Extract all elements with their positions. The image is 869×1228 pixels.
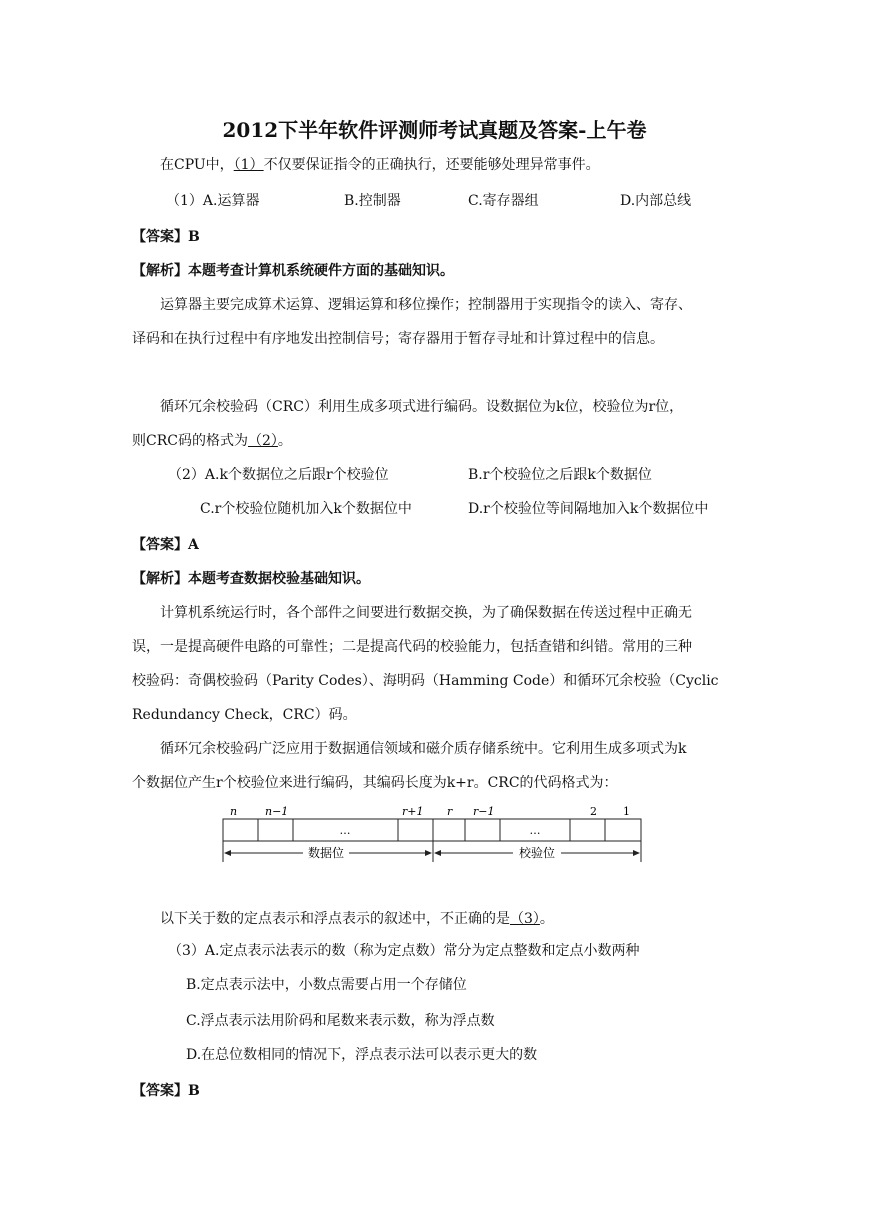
q2-stem-post: 。 [277, 433, 292, 449]
q2-analysis-line-4: Redundancy Check，CRC）码。 [132, 707, 357, 723]
q2-analysis-line-3: 校验码：奇偶校验码（Parity Codes）、海明码（Hamming Code）和循环冗余校验（Cyclic [132, 673, 719, 689]
bit-label-r-plus-1: r+1 [402, 805, 424, 818]
q1-analysis-head: 【解析】本题考查计算机系统硬件方面的基础知识。 [132, 263, 454, 279]
q3-stem-post: 。 [539, 911, 554, 927]
bit-label-r: r [447, 805, 453, 818]
q3-blank: （3） [510, 911, 540, 927]
bit-label-n: n [230, 805, 238, 818]
check-bits-label: 校验位 [518, 846, 556, 860]
q3-option-d: D.在总位数相同的情况下，浮点表示法可以表示更大的数 [186, 1047, 538, 1063]
q1-option-b: B.控制器 [344, 193, 401, 209]
data-bits-label: 数据位 [307, 846, 345, 860]
q2-answer: 【答案】A [132, 537, 199, 553]
q3-option-c: C.浮点表示法用阶码和尾数来表示数，称为浮点数 [186, 1013, 495, 1029]
q3-option-b: B.定点表示法中，小数点需要占用一个存储位 [186, 977, 467, 993]
q2-analysis-line-1: 计算机系统运行时，各个部件之间要进行数据交换，为了确保数据在传送过程中正确无 [160, 605, 692, 621]
q3-option-a: （3）A.定点表示法表示的数（称为定点数）常分为定点整数和定点小数两种 [168, 943, 640, 959]
data-ellipsis: … [339, 824, 351, 837]
crc-format-diagram [215, 800, 647, 866]
q2-option-c: C.r个校验位随机加入k个数据位中 [200, 501, 412, 517]
q1-blank: （1） [233, 157, 264, 173]
q3-stem [160, 909, 554, 929]
q1-option-c: C.寄存器组 [468, 193, 539, 209]
q2-stem-line-2 [132, 431, 292, 451]
q1-analysis-line-1: 运算器主要完成算术运算、逻辑运算和移位操作；控制器用于实现指令的读入、寄存、 [160, 297, 692, 313]
q2-analysis-head: 【解析】本题考查数据校验基础知识。 [132, 571, 370, 587]
q1-answer: 【答案】B [132, 229, 200, 245]
q2-option-d: D.r个校验位等间隔地加入k个数据位中 [468, 501, 709, 517]
q2-analysis-line-6: 个数据位产生r个校验位来进行编码，其编码长度为k+r。CRC的代码格式为： [132, 775, 618, 791]
q3-stem-pre: 以下关于数的定点表示和浮点表示的叙述中，不正确的是 [160, 911, 510, 927]
range-arrows [223, 841, 641, 862]
q1-option-a: （1）A.运算器 [166, 193, 260, 209]
q3-answer: 【答案】B [132, 1083, 200, 1099]
bit-cells [223, 819, 641, 841]
q2-analysis-line-5: 循环冗余校验码广泛应用于数据通信领域和磁介质存储系统中。它利用生成多项式为k [160, 741, 687, 757]
q2-option-b: B.r个校验位之后跟k个数据位 [468, 467, 652, 483]
check-ellipsis: … [529, 824, 541, 837]
q2-stem-line-1: 循环冗余校验码（CRC）利用生成多项式进行编码。设数据位为k位，校验位为r位， [160, 399, 684, 415]
q2-blank: （2） [247, 433, 278, 449]
q1-stem-pre: 在CPU中， [160, 157, 234, 173]
q1-stem [160, 155, 600, 175]
q2-stem-pre: 则CRC码的格式为 [132, 433, 248, 449]
q1-option-d: D.内部总线 [620, 193, 692, 209]
bit-label-n-minus-1: n−1 [265, 805, 289, 818]
bit-label-1: 1 [623, 805, 630, 818]
q1-analysis-line-2: 译码和在执行过程中有序地发出控制信号；寄存器用于暂存寻址和计算过程中的信息。 [132, 331, 664, 347]
bit-label-2: 2 [590, 805, 597, 818]
q2-option-a: （2）A.k个数据位之后跟r个校验位 [168, 467, 389, 483]
q1-stem-post: 不仅要保证指令的正确执行，还要能够处理异常事件。 [263, 157, 600, 173]
q2-analysis-line-2: 误，一是提高硬件电路的可靠性；二是提高代码的校验能力，包括查错和纠错。常用的三种 [132, 639, 692, 655]
page-title: 2012下半年软件评测师考试真题及答案-上午卷 [222, 118, 647, 142]
bit-label-r-minus-1: r−1 [473, 805, 495, 818]
